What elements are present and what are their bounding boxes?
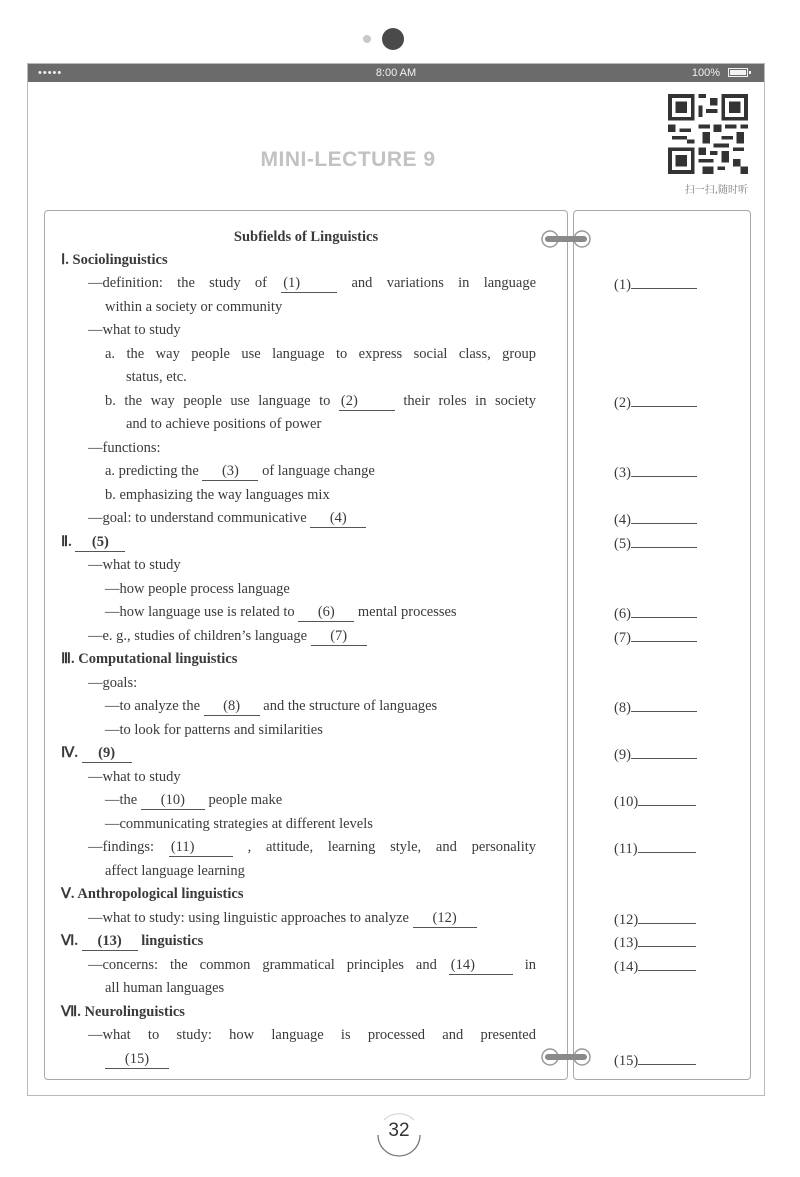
text-line: a. the way people use language to express social class, group xyxy=(105,346,536,362)
blank-13[interactable]: (13) xyxy=(82,932,138,951)
concerns-line xyxy=(88,956,536,975)
example-line xyxy=(88,627,367,646)
text-line: —what to study xyxy=(88,557,181,573)
blank-6[interactable]: (6) xyxy=(298,603,354,622)
answer-row xyxy=(614,956,696,976)
answer-label: (2) xyxy=(614,395,631,411)
answer-input[interactable] xyxy=(631,697,697,712)
goal-line xyxy=(88,509,366,528)
answer-label: (8) xyxy=(614,700,631,716)
answer-label: (12) xyxy=(614,912,639,928)
answer-label: (15) xyxy=(614,1053,639,1069)
text-line: —what to study xyxy=(88,322,181,338)
answer-input[interactable] xyxy=(638,909,696,924)
text: —the xyxy=(105,792,138,808)
text-line: all human languages xyxy=(105,980,225,996)
blank-7[interactable]: (7) xyxy=(311,627,367,646)
answer-input[interactable] xyxy=(631,627,697,642)
answer-row xyxy=(614,744,697,764)
text: b. the way people use language to xyxy=(105,393,331,409)
answer-row xyxy=(614,392,697,412)
functions-a-line xyxy=(105,462,375,481)
answer-input[interactable] xyxy=(638,791,696,806)
blank-3[interactable]: (3) xyxy=(202,462,258,481)
answer-row xyxy=(614,909,696,929)
answer-row xyxy=(614,791,696,811)
text-line: b. emphasizing the way languages mix xyxy=(105,487,330,503)
blank-15[interactable]: (15) xyxy=(105,1050,169,1069)
answer-label: (1) xyxy=(614,277,631,293)
heading-6 xyxy=(61,932,203,951)
answer-row xyxy=(614,697,697,717)
answer-label: (4) xyxy=(614,512,631,528)
status-time: 8:00 AM xyxy=(375,67,417,79)
text: their roles in society xyxy=(403,393,537,409)
text: linguistics xyxy=(141,933,204,949)
text-line: —goals: xyxy=(88,675,138,691)
text-line: —communicating strategies at different levels xyxy=(105,816,373,832)
page-title: MINI-LECTURE 9 xyxy=(260,148,436,171)
signal-icon: ••••• xyxy=(38,67,63,79)
blank-1[interactable]: (1) xyxy=(281,274,337,293)
roman-numeral: Ⅳ. xyxy=(61,745,79,761)
answer-input[interactable] xyxy=(638,838,696,853)
answer-row xyxy=(614,932,696,952)
text: of language change xyxy=(262,463,375,479)
blank-12[interactable]: (12) xyxy=(413,909,477,928)
findings-line xyxy=(88,838,536,857)
heading-2 xyxy=(61,533,125,552)
sensor-dot xyxy=(363,35,371,43)
answer-input[interactable] xyxy=(638,956,696,971)
analyze-line xyxy=(105,697,437,716)
mental-process-line xyxy=(105,603,457,622)
blank-4[interactable]: (4) xyxy=(310,509,366,528)
text: —goal: to understand communicative xyxy=(88,510,307,526)
qr-caption: 扫一扫,随时听 xyxy=(684,185,748,196)
text: and variations in language xyxy=(351,275,537,291)
answer-row xyxy=(614,509,697,529)
page-number: 32 xyxy=(388,1120,410,1141)
answer-label: (11) xyxy=(614,841,638,857)
text-line: status, etc. xyxy=(126,369,187,385)
answer-input[interactable] xyxy=(631,603,697,618)
roman-numeral: Ⅵ. xyxy=(61,933,78,949)
definition-line xyxy=(88,274,536,293)
text: —to analyze the xyxy=(105,698,201,714)
item-b-line xyxy=(105,392,536,411)
heading-sociolinguistics: Ⅰ. Sociolinguistics xyxy=(61,252,168,268)
blank-5[interactable]: (5) xyxy=(75,533,125,552)
answer-input[interactable] xyxy=(631,744,697,759)
answer-label: (10) xyxy=(614,794,639,810)
text-line: —to look for patterns and similarities xyxy=(105,722,323,738)
answer-label: (7) xyxy=(614,630,631,646)
analyze-approach-line xyxy=(88,909,477,928)
blank-9[interactable]: (9) xyxy=(82,744,132,763)
battery-percent: 100% xyxy=(691,67,720,79)
answer-input[interactable] xyxy=(631,509,697,524)
text: —e. g., studies of children’s language xyxy=(88,628,308,644)
answer-row xyxy=(614,838,696,858)
answer-row xyxy=(614,1050,696,1070)
qr-code-icon[interactable] xyxy=(668,94,748,174)
text: mental processes xyxy=(357,604,457,620)
answer-input[interactable] xyxy=(631,533,697,548)
heading-4 xyxy=(61,744,132,763)
blank-14[interactable]: (14) xyxy=(449,956,513,975)
text-line: —what to study xyxy=(88,769,181,785)
roman-numeral: Ⅱ. xyxy=(61,534,72,550)
text: people make xyxy=(208,792,283,808)
answer-input[interactable] xyxy=(631,274,697,289)
text-line: —how people process language xyxy=(105,581,290,597)
blank-8[interactable]: (8) xyxy=(204,697,260,716)
heading-computational: Ⅲ. Computational linguistics xyxy=(61,651,238,667)
blank-11[interactable]: (11) xyxy=(169,838,233,857)
heading-anthropological: Ⅴ. Anthropological linguistics xyxy=(61,886,244,902)
answer-input[interactable] xyxy=(631,462,697,477)
text: —how language use is related to xyxy=(105,604,295,620)
section-title: Subfields of Linguistics xyxy=(233,229,379,245)
text: —what to study: using linguistic approaches to analyze xyxy=(88,910,409,926)
text: —findings: xyxy=(88,839,155,855)
answer-label: (13) xyxy=(614,935,639,951)
text: —concerns: the common grammatical principles and xyxy=(88,957,437,973)
text: in xyxy=(524,957,537,973)
blank-2[interactable]: (2) xyxy=(339,392,395,411)
status-bar xyxy=(28,64,764,82)
battery-icon xyxy=(728,68,748,77)
answer-row xyxy=(614,533,697,553)
answer-label: (9) xyxy=(614,747,631,763)
answer-label: (5) xyxy=(614,536,631,552)
answer-label: (3) xyxy=(614,465,631,481)
binder-ring-icon xyxy=(539,1046,593,1068)
answer-row xyxy=(614,627,697,647)
text-line: —what to study: how language is processed and presented xyxy=(88,1027,536,1043)
heading-neurolinguistics: Ⅶ. Neurolinguistics xyxy=(61,1004,185,1020)
answer-row xyxy=(614,603,697,623)
text: a. predicting the xyxy=(105,463,199,479)
answer-row xyxy=(614,462,697,482)
text: , attitude, learning style, and personality xyxy=(247,839,537,855)
answer-label: (14) xyxy=(614,959,639,975)
answer-input[interactable] xyxy=(638,1050,696,1065)
blank-line xyxy=(105,1050,169,1069)
text-line: —functions: xyxy=(88,440,161,456)
text: —definition: the study of xyxy=(88,275,267,291)
text-line: within a society or community xyxy=(105,299,283,315)
text-line: and to achieve positions of power xyxy=(126,416,322,432)
camera-icon xyxy=(382,28,404,50)
answer-input[interactable] xyxy=(631,392,697,407)
answer-row xyxy=(614,274,697,294)
tablet-screen xyxy=(27,63,765,1096)
answer-input[interactable] xyxy=(638,932,696,947)
answer-label: (6) xyxy=(614,606,631,622)
text-line: affect language learning xyxy=(105,863,245,879)
blank-10[interactable]: (10) xyxy=(141,791,205,810)
people-make-line xyxy=(105,791,282,810)
page-number-badge xyxy=(372,1108,426,1162)
text: and the structure of languages xyxy=(263,698,438,714)
